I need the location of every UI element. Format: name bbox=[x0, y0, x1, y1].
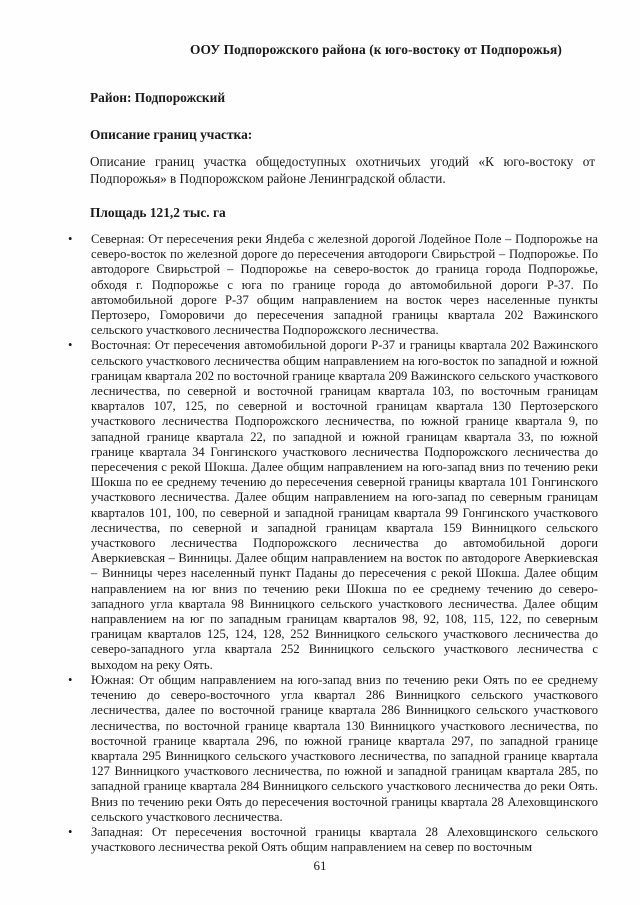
bullet-icon: • bbox=[68, 824, 73, 839]
document-title: ООУ Подпорожского района (к юго-востоку от Подпорожья) bbox=[190, 42, 562, 57]
page-number: 61 bbox=[313, 858, 327, 873]
boundary-west bbox=[67, 825, 598, 855]
bullet-icon: • bbox=[68, 232, 73, 246]
boundary-north-text: Северная: От пересечения реки Яндеба с железной дорогой Лодейное Поле – Подпорожье на северо-восток по железной дороге до пересечения автодороги Свирьстрой – Подпорожье. По автодороге Свирьстрой – Подпорожье на северо-восток до граница города Подпорожье, обходя г. Подпорожье с юга по границе города до автомобильной дороги Р-37. По автомобильной дороге Р-37 общим направлением на восток через населенные пункты Пертозеро, Гоморовичи до пересечения западной границы квартала 202 Важинского сельского участкового лесничества Подпорожского лесничества. bbox=[91, 232, 598, 338]
boundary-south bbox=[67, 673, 598, 825]
description-paragraph: Описание границ участка общедоступных охотничьих угодий «К юго-востоку от Подпорожья» в Подпорожском районе Ленинградской области. bbox=[90, 154, 595, 186]
boundary-east-text: Восточная: От пересечения автомобильной дороги Р-37 и границы квартала 202 Важинского сельского участкового лесничества общим направлением на юго-восток по западной и южной границам квартала 202 по восточной границе квартала 209 Важинского сельского участкового лесничества, по северной и восточной границам квартала 103, по восточным границам кварталов 107, 125, по северной и восточной границам квартала 130 Пертозерского участкового лесничества Подпорожского лесничества, по южной границе квартала 9, по западной границе квартала 22, по западной и южной границам квартала 33, по южной границе квартала 34 Гонгинского участкового лесничества Подпорожского лесничества до пересечения с рекой Шокша. Далее общим направлением на юго-запад вниз по течению реки Шокша по ее среднему течению до пересечения северной границы квартала 101 Гонгинского участкового лесничества. Далее общим направлением на юго-запад по северным границам кварталов 101, 100, по северной и западной границам квартала 99 Гонгинского участкового лесничества, по северной и западной границам квартала 159 Винницкого сельского участкового лесничества Подпорожского лесничества до автомобильной дороги Аверкиевская – Винницы. Далее общим направлением на восток по автодороге Аверкиевская – Винницы через населенный пункт Паданы до пересечения с рекой Шокша. Далее общим направлением на юг вниз по течению реки Шокша по ее среднему течению до северо-западного угла квартала 98 Винницкого сельского участкового лесничества. Далее общим направлением на юг по западным границам кварталов 98, 92, 108, 115, 122, по северным границам кварталов 125, 124, 128, 252 Винницкого сельского участкового лесничества до северо-западного угла квартала 252 Винницкого сельского участкового лесничества с выходом на реку Оять. bbox=[91, 338, 598, 672]
bullet-icon: • bbox=[68, 338, 73, 353]
description-heading: Описание границ участка: bbox=[90, 127, 253, 142]
boundary-east bbox=[67, 338, 598, 672]
district-label: Район: Подпорожский bbox=[90, 90, 226, 105]
area-label: Площадь 121,2 тыс. га bbox=[90, 205, 226, 220]
boundary-north bbox=[67, 232, 598, 338]
boundary-west-text: Западная: От пересечения восточной границы квартала 28 Алеховщинского сельского участкового лесничества рекой Оять общим направлением на север по восточным bbox=[91, 824, 598, 855]
boundary-south-text: Южная: От общим направлением на юго-запад вниз по течению реки Оять по ее среднему течению до северо-восточного угла квартал 286 Винницкого сельского участкового лесничества, далее по восточной границе квартала 286 Винницкого сельского участкового лесничества, по восточной границе квартала 130 Винницкого участкового лесничества, по восточной границе квартала 296, по южной границе квартала 297, по западной границе квартала 295 Винницкого сельского участкового лесничества, по западной границе квартала 127 Винницкого участкового лесничества, по южной и западной границам квартала 285, по западной границе квартала 284 Винницкого сельского участкового лесничества до реки Оять. Вниз по течению реки Оять до пересечения восточной границы квартала 28 Алеховщинского сельского участкового лесничества. bbox=[91, 672, 598, 824]
bullet-icon: • bbox=[68, 672, 73, 687]
boundary-list bbox=[67, 232, 598, 855]
